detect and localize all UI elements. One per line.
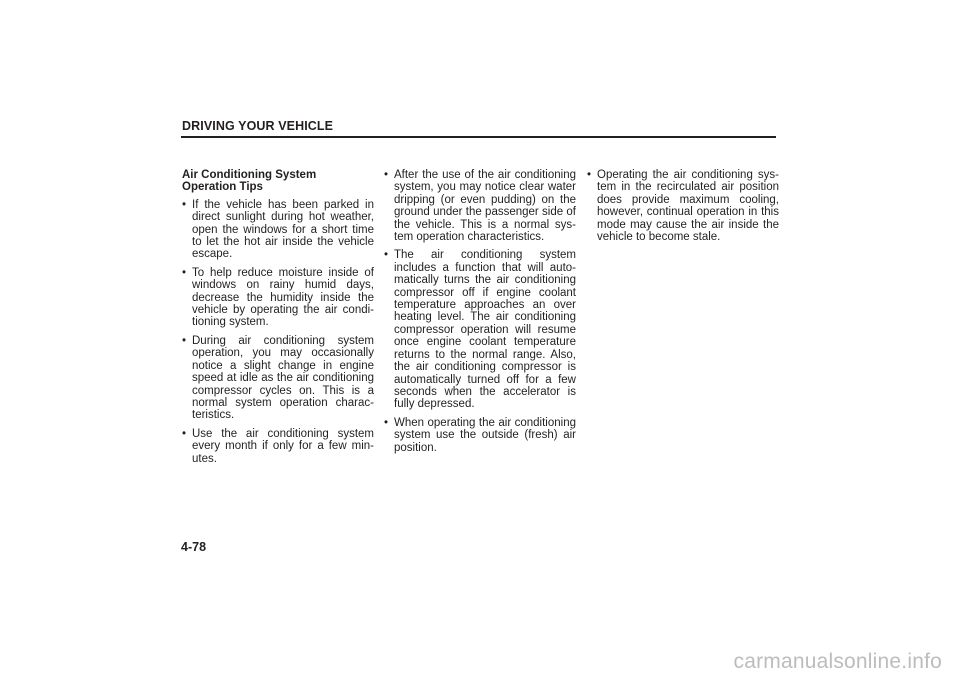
section-title: DRIVING YOUR VEHICLE <box>182 119 334 133</box>
tip-item <box>587 169 779 243</box>
tip-item <box>182 199 374 261</box>
bullet-icon: • <box>182 427 187 440</box>
column-3 <box>587 169 779 249</box>
tip-text: The air conditioning system includes a function that will auto-matically turns the air conditioning compressor off if engine coolant temperature approaches an over heating level. The air conditioning compressor operation will resume once engine coolant temperature returns to the normal range. Also, the air conditioning compressor is automatically turned off for a few seconds when the accelerator is fully depressed. <box>394 249 576 411</box>
tip-text: Operating the air conditioning sys-tem in the recirculated air position does provide maximum cooling, however, continual operation in this mode may cause the air inside the vehicle to become stale. <box>597 169 779 244</box>
bullet-icon: • <box>182 198 187 211</box>
heading-line-1: Air Conditioning System <box>182 169 317 181</box>
tip-text: Use the air conditioning system every month if only for a few min-utes. <box>192 427 374 465</box>
bullet-icon: • <box>182 334 187 347</box>
header-rule <box>181 136 776 138</box>
bullet-icon: • <box>587 169 592 181</box>
column-1 <box>182 169 374 471</box>
tip-text: During air conditioning system operation, you may occasionally notice a slight change in engine speed at idle as the air conditioning compressor cycles on. This is a normal system operation charac-teristics. <box>192 334 374 422</box>
tip-item <box>384 417 576 454</box>
tip-item <box>182 335 374 422</box>
tip-item <box>182 428 374 465</box>
page-number: 4-78 <box>181 540 207 554</box>
watermark: carmanualsonline.info <box>733 650 942 673</box>
tip-text: To help reduce moisture inside of windows on rainy humid days, decrease the humidity inside the vehicle by operating the air condi-tioning system. <box>192 266 374 329</box>
tip-item <box>384 249 576 410</box>
tip-text: If the vehicle has been parked in direct sunlight during hot weather, open the windows for a short time to let the hot air inside the vehicle escape. <box>192 198 374 261</box>
bullet-icon: • <box>384 416 389 429</box>
bullet-icon: • <box>384 169 389 181</box>
tips-list-column-3 <box>587 169 779 243</box>
tip-item <box>182 267 374 329</box>
tip-item <box>384 169 576 243</box>
column-2 <box>384 169 576 460</box>
section-heading <box>182 169 374 194</box>
heading-line-2: Operation Tips <box>182 181 263 194</box>
tips-list-column-2 <box>384 169 576 454</box>
tip-text: When operating the air conditioning system use the outside (fresh) air position. <box>394 416 576 454</box>
tip-text: After the use of the air conditioning system, you may notice clear water dripping (or even pudding) on the ground under the passenger side of the vehicle. This is a normal sys-tem operation characteristics. <box>394 169 576 244</box>
tips-list-column-1 <box>182 199 374 465</box>
bullet-icon: • <box>182 266 187 279</box>
bullet-icon: • <box>384 249 389 262</box>
